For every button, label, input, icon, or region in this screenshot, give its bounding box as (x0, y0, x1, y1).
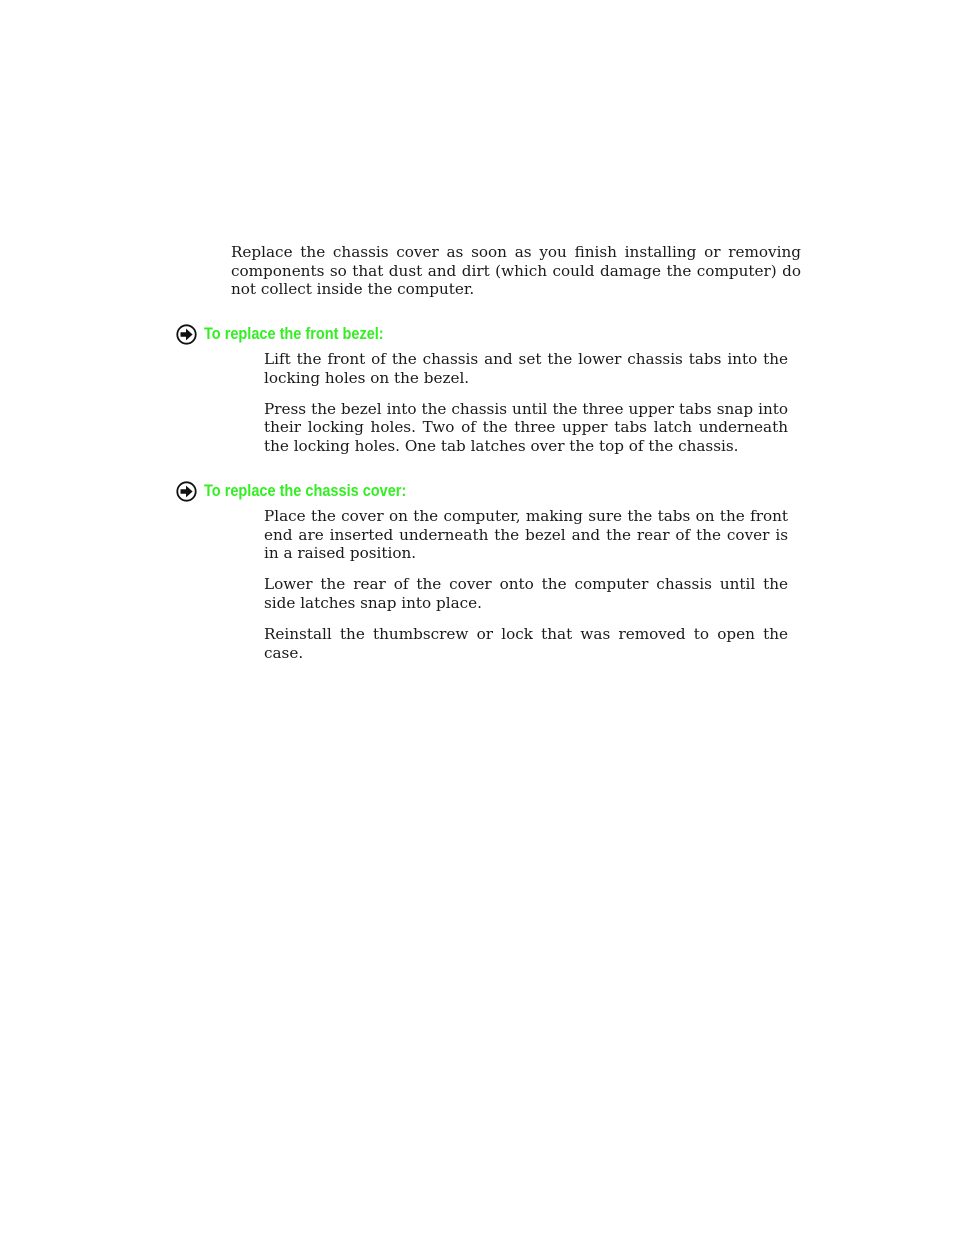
step-paragraph: Place the cover on the computer, making sure the tabs on the front end are inserted underneath the bezel and the rear of the cover is in a raised position. (264, 507, 788, 563)
section-heading-label: To replace the front bezel: (204, 325, 384, 343)
section-heading-chassis-cover (176, 481, 434, 502)
step-paragraph: Press the bezel into the chassis until the three upper tabs snap into their locking holes. Two of the three upper tabs latch underneath the locking holes. One tab latches over the top of the chassis. (264, 399, 788, 456)
section-heading-front-bezel (176, 324, 408, 345)
intro-paragraph: Replace the chassis cover as soon as you finish installing or removing components so that dust and dirt (which could damage the computer) do not collect inside the computer. (231, 243, 801, 299)
right-arrow-circle-icon (176, 481, 197, 502)
section-steps-chassis-cover (264, 507, 788, 663)
step-paragraph: Lower the rear of the cover onto the computer chassis until the side latches snap into place. (264, 575, 788, 613)
section-heading-label: To replace the chassis cover: (204, 482, 407, 500)
right-arrow-circle-icon (176, 324, 197, 345)
section-steps-front-bezel (264, 350, 788, 456)
step-paragraph: Lift the front of the chassis and set the lower chassis tabs into the locking holes on the bezel. (264, 350, 788, 387)
step-paragraph: Reinstall the thumbscrew or lock that was removed to open the case. (264, 625, 788, 662)
